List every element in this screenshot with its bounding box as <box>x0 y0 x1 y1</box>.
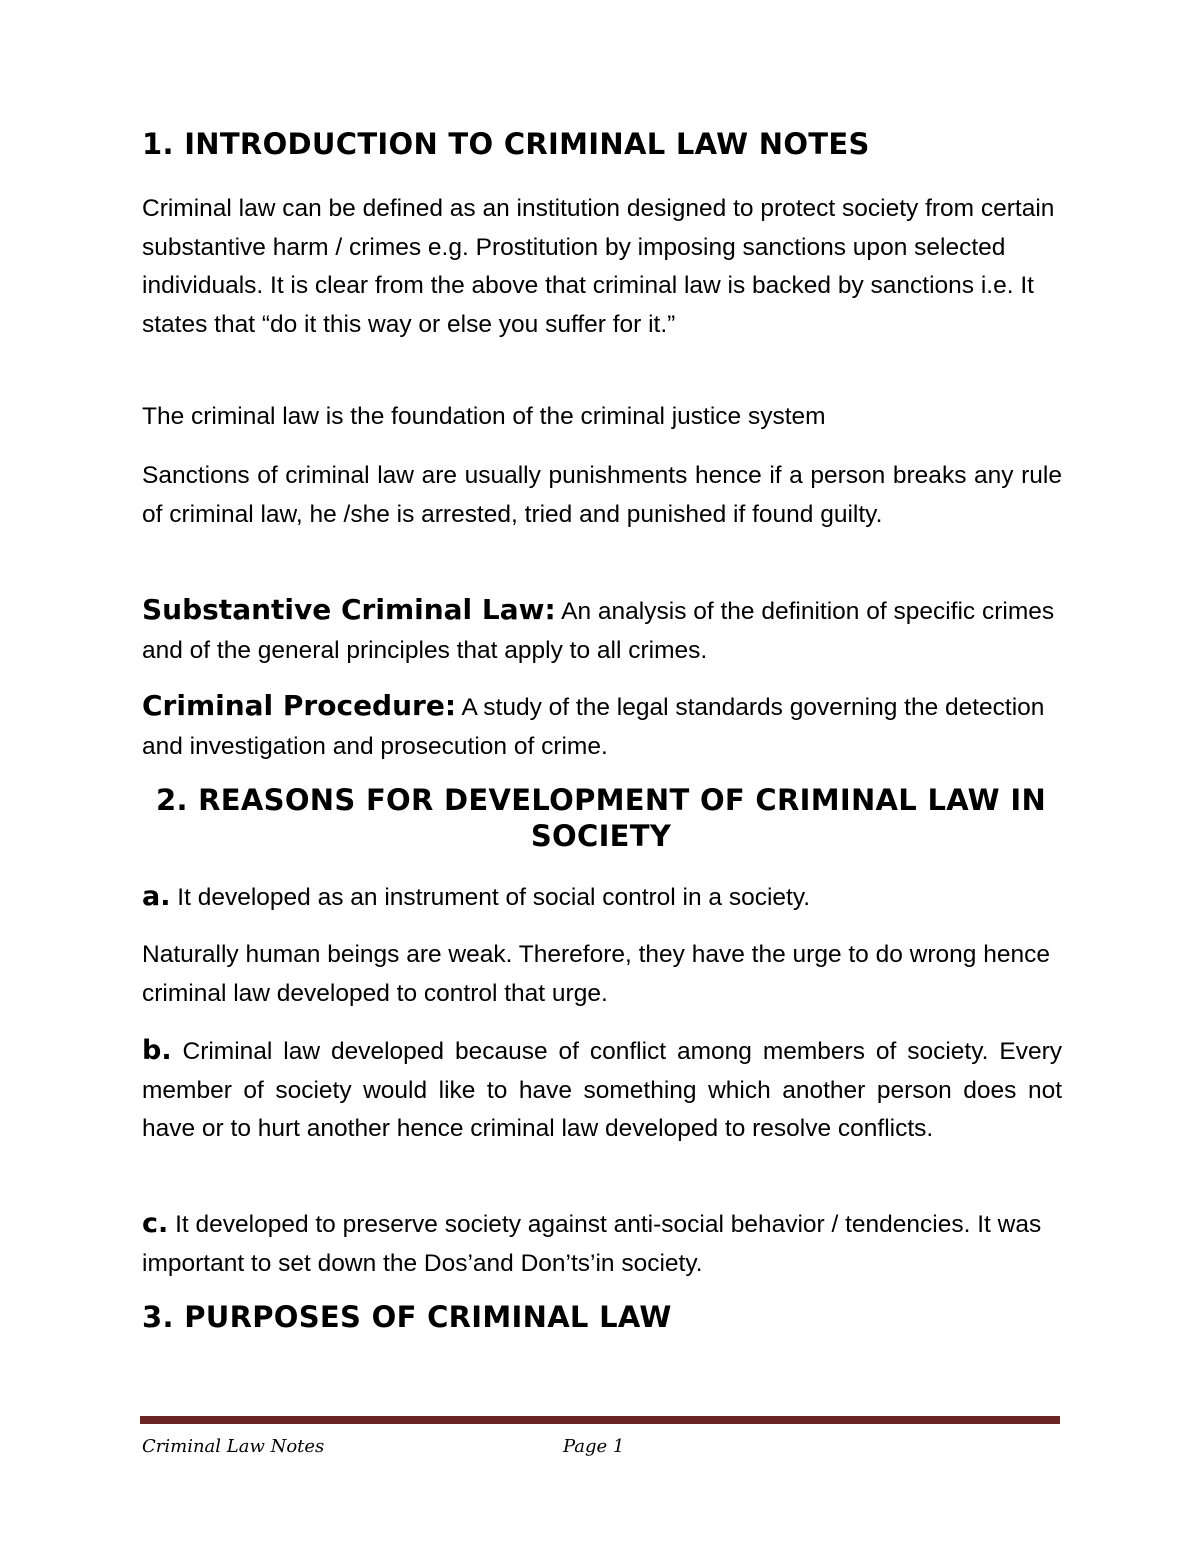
section-2-heading: 2. REASONS FOR DEVELOPMENT OF CRIMINAL LAW IN SOCIETY <box>155 783 1047 853</box>
footer-page-number: Page 1 <box>563 1436 625 1457</box>
reason-c-letter: c. <box>142 1208 169 1239</box>
reason-b <box>142 1032 1062 1149</box>
reason-b-text: Criminal law developed because of conflict among members of society. Every member of society would like to have something which another person does not have or to hurt another hence criminal law developed to resolve conflicts. <box>142 1038 1062 1142</box>
criminal-procedure-term: Criminal Procedure: <box>142 689 457 722</box>
reason-c <box>142 1205 1062 1283</box>
foundation-paragraph: The criminal law is the foundation of the criminal justice system <box>142 403 826 430</box>
section-3-heading: 3. PURPOSES OF CRIMINAL LAW <box>142 1300 672 1334</box>
reason-a-detail: Naturally human beings are weak. Therefore, they have the urge to do wrong hence criminal law developed to control that urge. <box>142 941 1050 1007</box>
reason-a-letter: a. <box>142 881 171 912</box>
section-1-heading: 1. INTRODUCTION TO CRIMINAL LAW NOTES <box>142 127 870 161</box>
footer-rule <box>140 1416 1060 1424</box>
reason-a-text: It developed as an instrument of social control in a society. <box>170 884 811 911</box>
reason-c-text: It developed to preserve society against anti-social behavior / tendencies. It was important to set down the Dos’and Don’ts’in society. <box>142 1211 1042 1277</box>
substantive-law-definition <box>142 591 1062 670</box>
substantive-law-text: An analysis of the definition of specific crimes and of the general principles that apply to all crimes. <box>142 598 1055 664</box>
intro-paragraph: Criminal law can be defined as an institution designed to protect society from certain substantive harm / crimes e.g. Prostitution by imposing sanctions upon selected individuals. It is clear from the above that criminal law is backed by sanctions i.e. It states that “do it this way or else you suffer for it.” <box>142 195 1055 338</box>
reason-b-letter: b. <box>142 1035 172 1066</box>
criminal-procedure-definition <box>142 687 1062 766</box>
criminal-procedure-text: A study of the legal standards governing the detection and investigation and prosecution of crime. <box>142 694 1045 760</box>
reason-a <box>142 878 1062 918</box>
sanctions-paragraph: Sanctions of criminal law are usually punishments hence if a person breaks any rule of criminal law, he /she is arrested, tried and punished if found guilty. <box>142 462 1062 528</box>
footer-title: Criminal Law Notes <box>142 1436 325 1457</box>
substantive-law-term: Substantive Criminal Law: <box>142 593 556 626</box>
